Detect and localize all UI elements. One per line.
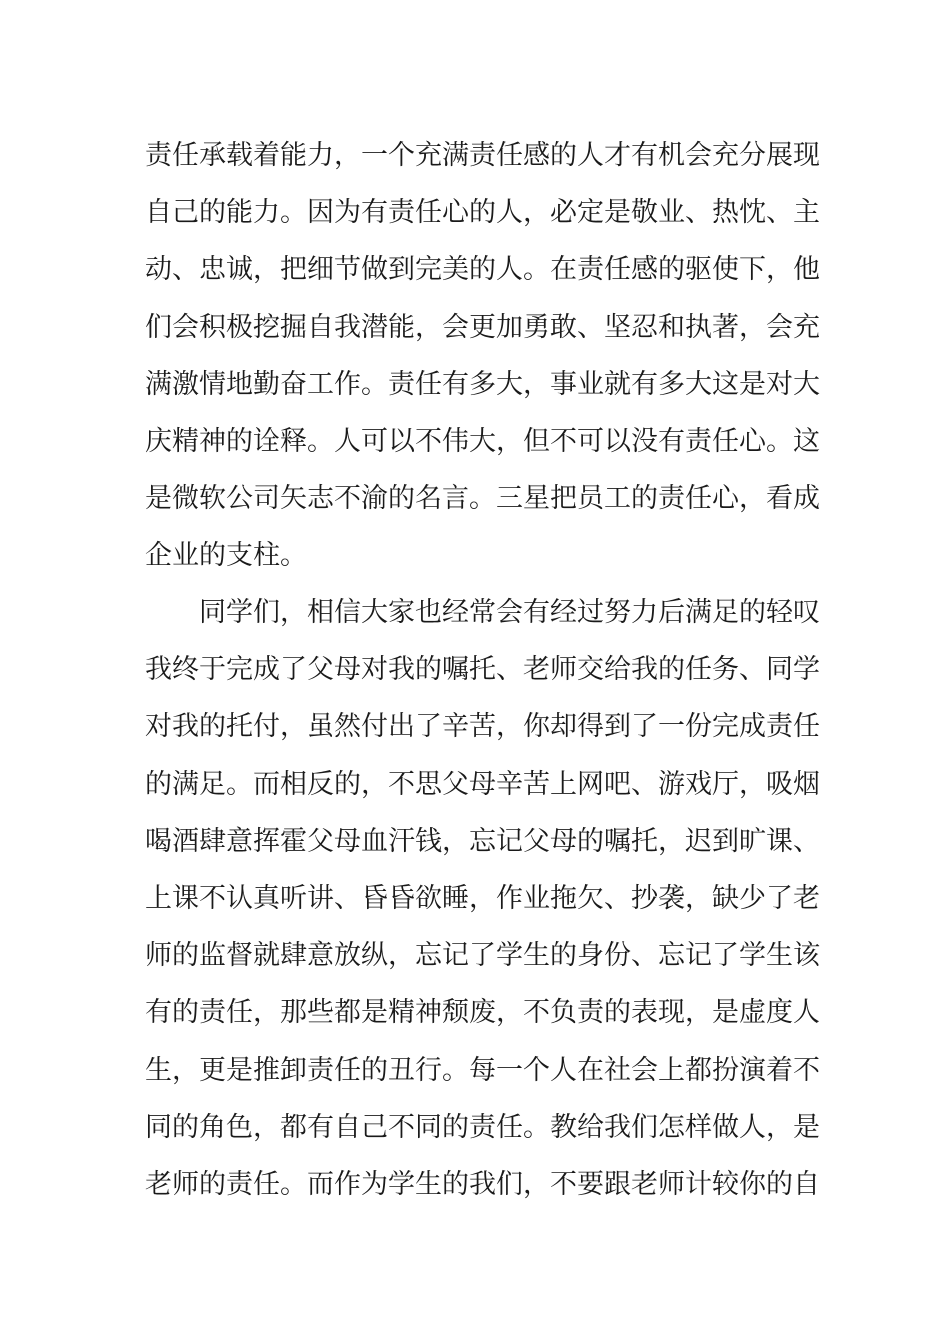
text-line: 庆精神的诠释。人可以不伟大，但不可以没有责任心。这 [145, 425, 820, 457]
text-line: 老师的责任。而作为学生的我们，不要跟老师计较你的自 [145, 1168, 820, 1200]
text-line: 满激情地勤奋工作。责任有多大，事业就有多大这是对大 [145, 368, 820, 400]
text-line: 喝酒肆意挥霍父母血汗钱，忘记父母的嘱托，迟到旷课、 [145, 825, 820, 857]
text-line: 有的责任，那些都是精神颓废，不负责的表现，是虚度人 [145, 997, 820, 1029]
text-line: 企业的支柱。 [145, 540, 307, 572]
text-line: 师的监督就肆意放纵，忘记了学生的身份、忘记了学生该 [145, 940, 820, 972]
paragraph-1 [145, 127, 820, 585]
text-line: 我终于完成了父母对我的嘱托、老师交给我的任务、同学 [145, 654, 820, 686]
text-line: 上课不认真听讲、昏昏欲睡，作业拖欠、抄袭，缺少了老 [145, 882, 820, 914]
text-line: 同学们，相信大家也经常会有经过努力后满足的轻叹 [145, 597, 820, 628]
text-line: 们会积极挖掘自我潜能，会更加勇敢、坚忍和执著，会充 [145, 311, 820, 343]
text-line: 责任承载着能力，一个充满责任感的人才有机会充分展现 [145, 140, 820, 171]
paragraph-2 [145, 584, 820, 1213]
text-line: 动、忠诚，把细节做到完美的人。在责任感的驱使下，他 [145, 254, 820, 286]
text-line: 对我的托付，虽然付出了辛苦，你却得到了一份完成责任 [145, 711, 820, 743]
text-line: 的满足。而相反的，不思父母辛苦上网吧、游戏厅，吸烟 [145, 768, 820, 800]
text-line: 是微软公司矢志不渝的名言。三星把员工的责任心，看成 [145, 483, 820, 515]
text-line: 自己的能力。因为有责任心的人，必定是敬业、热忱、主 [145, 197, 820, 229]
text-line: 生，更是推卸责任的丑行。每一个人在社会上都扮演着不 [145, 1054, 820, 1086]
text-line: 同的角色，都有自己不同的责任。教给我们怎样做人，是 [145, 1111, 820, 1143]
